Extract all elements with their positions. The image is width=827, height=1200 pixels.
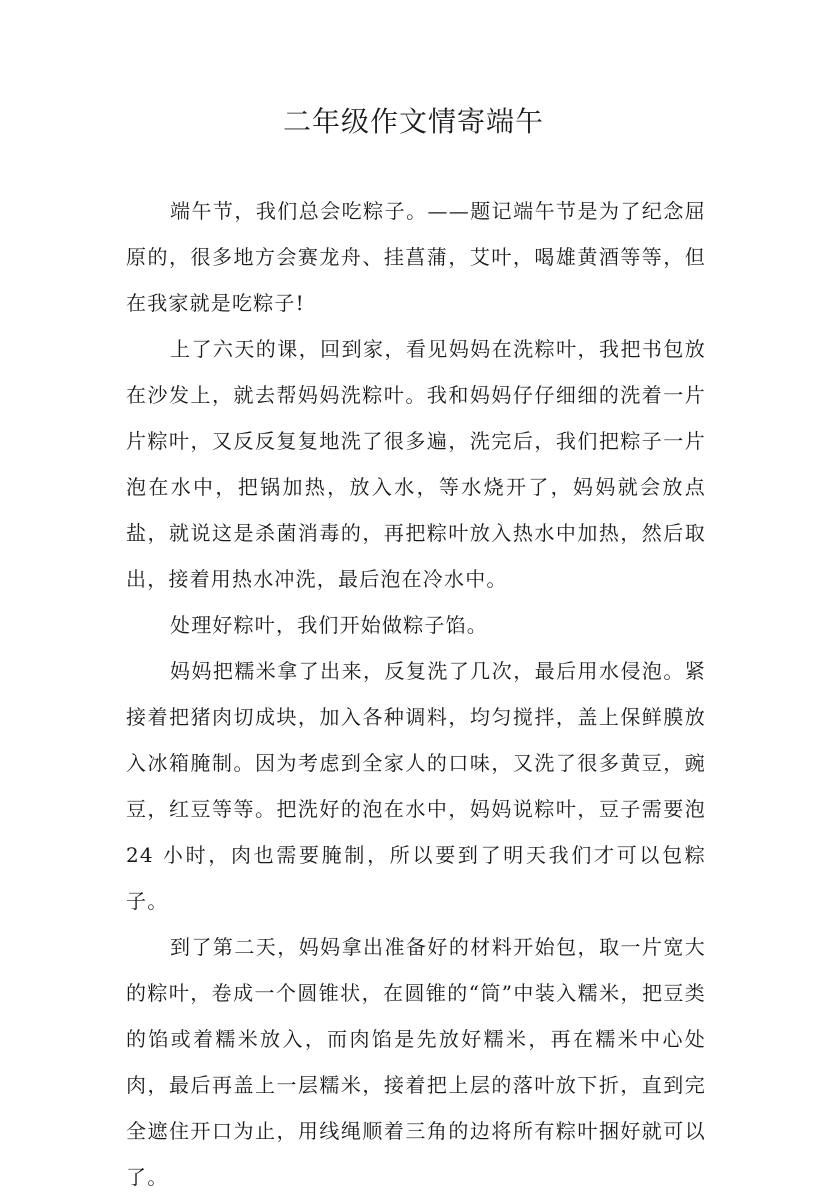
paragraph-2: 上了六天的课，回到家，看见妈妈在洗粽叶，我把书包放在沙发上，就去帮妈妈洗粽叶。我和妈妈仔仔细细的洗着一片片粽叶，又反反复复地洗了很多遍，洗完后，我们把粽子一片泡在水中，把锅加热，放入水，等水烧开了，妈妈就会放点盐，就说这是杀菌消毒的，再把粽叶放入热水中加热，然后取出，接着用热水冲洗，最后泡在冷水中。 <box>126 337 706 591</box>
paragraph-5: 到了第二天，妈妈拿出准备好的材料开始包，取一片宽大的粽叶，卷成一个圆锥状，在圆锥的“筒”中装入糯米，把豆类的馅或着糯米放入，而肉馅是先放好糯米，再在糯米中心处肉，最后再盖上一层糯米，接着把上层的落叶放下折，直到完全遮住开口为止，用线绳顺着三角的边将所有粽叶捆好就可以了。 <box>126 935 706 1189</box>
paragraph-3: 处理好粽叶，我们开始做粽子馅。 <box>170 613 488 637</box>
document-body <box>126 188 706 1200</box>
paragraph-1: 端午节，我们总会吃粽子。——题记端午节是为了纪念屈原的，很多地方会赛龙舟、挂菖蒲，艾叶，喝雄黄酒等等，但在我家就是吃粽子! <box>126 199 706 315</box>
page-title: 二年级作文情寄端午 <box>282 105 544 138</box>
paragraph-4: 妈妈把糯米拿了出来，反复洗了几次，最后用水侵泡。紧接着把猪肉切成块，加入各种调料，均匀搅拌，盖上保鲜膜放入冰箱腌制。因为考虑到全家人的口味，又洗了很多黄豆，豌豆，红豆等等。把洗好的泡在水中，妈妈说粽叶，豆子需要泡 24 小时，肉也需要腌制，所以要到了明天我们才可以包粽子。 <box>126 659 706 913</box>
